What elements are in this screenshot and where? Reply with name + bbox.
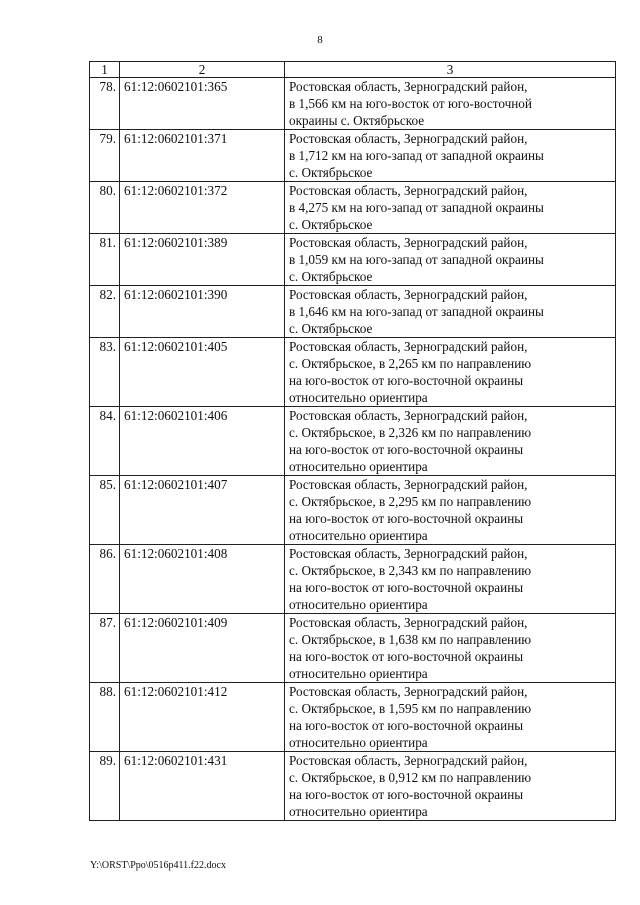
row-number-cell: 87. bbox=[90, 614, 120, 683]
address-cell: Ростовская область, Зерноградский район, в 1,059 км на юго-запад от западной окраины с. Октябрьское bbox=[285, 234, 616, 286]
address-cell: Ростовская область, Зерноградский район, с. Октябрьское, в 2,295 км по направлению на юго-восток от юго-восточной окраины относительно ориентира bbox=[285, 476, 616, 545]
row-number-cell: 89. bbox=[90, 752, 120, 821]
cadastral-number-cell: 61:12:0602101:409 bbox=[120, 614, 285, 683]
row-number-cell: 85. bbox=[90, 476, 120, 545]
cadastral-number-cell: 61:12:0602101:372 bbox=[120, 182, 285, 234]
table-row bbox=[90, 614, 616, 683]
table-row bbox=[90, 130, 616, 182]
table-header-row bbox=[90, 62, 616, 78]
row-number-cell: 88. bbox=[90, 683, 120, 752]
table-row bbox=[90, 545, 616, 614]
cadastral-number-cell: 61:12:0602101:412 bbox=[120, 683, 285, 752]
column-header-number: 1 bbox=[90, 62, 120, 78]
row-number-cell: 81. bbox=[90, 234, 120, 286]
row-number-cell: 78. bbox=[90, 78, 120, 130]
page-number: 8 bbox=[317, 34, 323, 46]
address-cell: Ростовская область, Зерноградский район, с. Октябрьское, в 2,343 км по направлению на юго-восток от юго-восточной окраины относительно ориентира bbox=[285, 545, 616, 614]
table-row bbox=[90, 78, 616, 130]
cadastral-number-cell: 61:12:0602101:408 bbox=[120, 545, 285, 614]
address-cell: Ростовская область, Зерноградский район, в 4,275 км на юго-запад от западной окраины с. Октябрьское bbox=[285, 182, 616, 234]
table-row bbox=[90, 338, 616, 407]
cadastral-number-cell: 61:12:0602101:371 bbox=[120, 130, 285, 182]
cadastral-number-cell: 61:12:0602101:389 bbox=[120, 234, 285, 286]
column-header-cadastral: 2 bbox=[120, 62, 285, 78]
column-header-address: 3 bbox=[285, 62, 616, 78]
table-row bbox=[90, 182, 616, 234]
cadastral-number-cell: 61:12:0602101:405 bbox=[120, 338, 285, 407]
address-cell: Ростовская область, Зерноградский район, в 1,712 км на юго-запад от западной окраины с. Октябрьское bbox=[285, 130, 616, 182]
cadastral-number-cell: 61:12:0602101:431 bbox=[120, 752, 285, 821]
table-row bbox=[90, 286, 616, 338]
address-cell: Ростовская область, Зерноградский район, с. Октябрьское, в 2,265 км по направлению на юго-восток от юго-восточной окраины относительно ориентира bbox=[285, 338, 616, 407]
table-row bbox=[90, 683, 616, 752]
cadastral-number-cell: 61:12:0602101:406 bbox=[120, 407, 285, 476]
address-cell: Ростовская область, Зерноградский район, с. Октябрьское, в 1,595 км по направлению на юго-восток от юго-восточной окраины относительно ориентира bbox=[285, 683, 616, 752]
row-number-cell: 79. bbox=[90, 130, 120, 182]
row-number-cell: 86. bbox=[90, 545, 120, 614]
address-cell: Ростовская область, Зерноградский район, в 1,646 км на юго-запад от западной окраины с. Октябрьское bbox=[285, 286, 616, 338]
address-cell: Ростовская область, Зерноградский район, в 1,566 км на юго-восток от юго-восточной окраины с. Октябрьское bbox=[285, 78, 616, 130]
row-number-cell: 82. bbox=[90, 286, 120, 338]
table-row bbox=[90, 234, 616, 286]
table-row bbox=[90, 752, 616, 821]
cadastral-number-cell: 61:12:0602101:390 bbox=[120, 286, 285, 338]
row-number-cell: 80. bbox=[90, 182, 120, 234]
address-cell: Ростовская область, Зерноградский район, с. Октябрьское, в 0,912 км по направлению на юго-восток от юго-восточной окраины относительно ориентира bbox=[285, 752, 616, 821]
row-number-cell: 84. bbox=[90, 407, 120, 476]
table-row bbox=[90, 407, 616, 476]
row-number-cell: 83. bbox=[90, 338, 120, 407]
table-body bbox=[90, 78, 616, 821]
address-cell: Ростовская область, Зерноградский район, с. Октябрьское, в 1,638 км по направлению на юго-восток от юго-восточной окраины относительно ориентира bbox=[285, 614, 616, 683]
cadastral-number-cell: 61:12:0602101:407 bbox=[120, 476, 285, 545]
file-path-footer: Y:\ORST\Ppo\0516p411.f22.docx bbox=[90, 860, 226, 871]
land-plots-table bbox=[89, 61, 616, 821]
cadastral-number-cell: 61:12:0602101:365 bbox=[120, 78, 285, 130]
address-cell: Ростовская область, Зерноградский район, с. Октябрьское, в 2,326 км по направлению на юго-восток от юго-восточной окраины относительно ориентира bbox=[285, 407, 616, 476]
table-row bbox=[90, 476, 616, 545]
